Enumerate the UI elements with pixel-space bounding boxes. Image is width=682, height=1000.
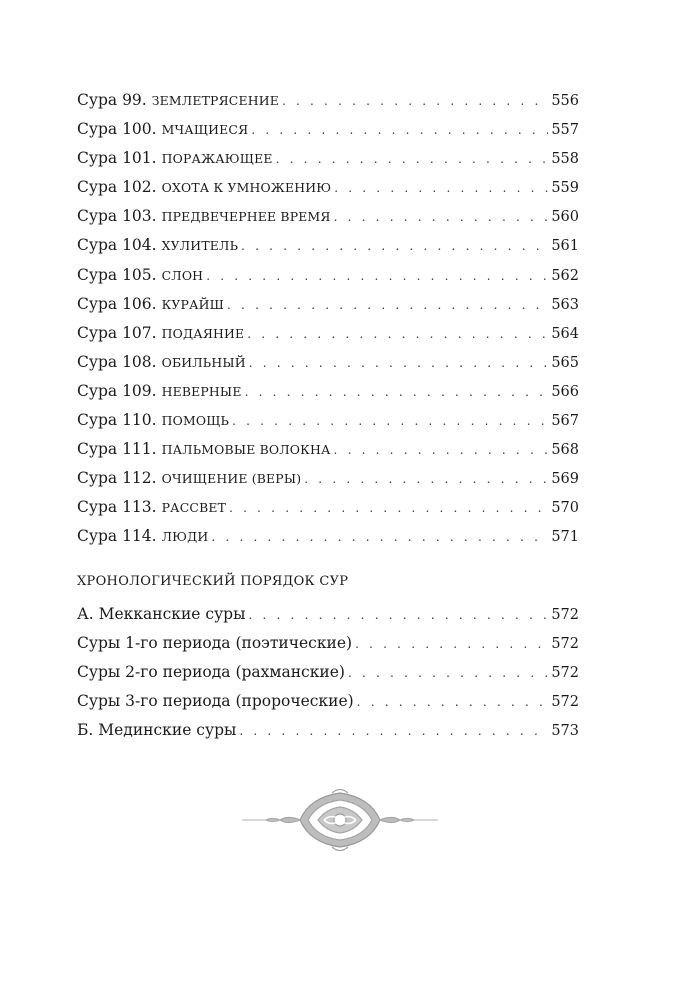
sura-label: Сура 103. <box>77 207 157 226</box>
chronology-label: Суры 3-го периода (пророческие) <box>77 691 354 710</box>
sura-title: ОЧИЩЕНИЕ (ВЕРЫ) <box>161 471 302 487</box>
sura-title: ОБИЛЬНЫЙ <box>161 354 246 370</box>
sura-label: Сура 100. <box>77 120 157 139</box>
sura-label: Сура 111. <box>77 440 157 459</box>
sura-entry[interactable] <box>77 115 579 144</box>
page-number: 566 <box>551 383 579 400</box>
sura-entry[interactable] <box>77 144 579 173</box>
dot-leader <box>334 174 548 203</box>
sura-title: РАССВЕТ <box>161 500 227 516</box>
page-number: 571 <box>551 529 579 546</box>
chronology-label: А. Мекканские суры <box>77 604 246 623</box>
dot-leader <box>304 465 548 494</box>
chronology-entry[interactable] <box>77 716 579 745</box>
page-number: 572 <box>551 693 579 710</box>
dot-leader <box>276 145 549 174</box>
sura-label: Сура 108. <box>77 352 157 371</box>
chronology-label: Суры 2-го периода (рахманские) <box>77 662 345 681</box>
sura-title: ПАЛЬМОВЫЕ ВОЛОКНА <box>161 442 331 458</box>
dot-leader <box>249 349 549 378</box>
sura-label: Сура 109. <box>77 381 157 400</box>
sura-entry[interactable] <box>77 86 579 115</box>
sura-title: ОХОТА К УМНОЖЕНИЮ <box>161 180 332 196</box>
dot-leader <box>282 87 548 116</box>
dot-leader <box>227 291 548 320</box>
dot-leader <box>334 203 549 232</box>
sura-label: Сура 110. <box>77 411 157 430</box>
sura-entry[interactable] <box>77 173 579 202</box>
page-number: 568 <box>551 442 579 459</box>
sura-label: Сура 99. <box>77 91 147 109</box>
table-of-contents <box>77 86 579 745</box>
sura-title: НЕВЕРНЫЕ <box>161 383 242 399</box>
page-number: 564 <box>551 325 579 342</box>
sura-title: ПРЕДВЕЧЕРНЕЕ ВРЕМЯ <box>161 209 331 225</box>
sura-label: Сура 104. <box>77 236 157 255</box>
sura-entry[interactable] <box>77 261 579 290</box>
sura-title: КУРАЙШ <box>161 296 225 312</box>
page-number: 572 <box>551 606 579 623</box>
sura-entry[interactable] <box>77 406 579 435</box>
dot-leader <box>206 262 548 291</box>
chronology-list <box>77 600 579 745</box>
sura-label: Сура 113. <box>77 498 157 517</box>
dot-leader <box>334 436 549 465</box>
sura-entry[interactable] <box>77 464 579 493</box>
page-number: 559 <box>551 180 579 197</box>
sura-entry[interactable] <box>77 377 579 406</box>
sura-entry[interactable] <box>77 319 579 348</box>
section-heading: ХРОНОЛОГИЧЕСКИЙ ПОРЯДОК СУР <box>77 573 349 589</box>
dot-leader <box>251 116 548 145</box>
page-number: 561 <box>551 238 579 255</box>
sura-label: Сура 102. <box>77 178 157 197</box>
chronology-entry[interactable] <box>77 629 579 658</box>
sura-label: Сура 107. <box>77 323 157 342</box>
sura-title: ПОМОЩЬ <box>161 413 230 429</box>
chronology-entry[interactable] <box>77 687 579 716</box>
sura-entry[interactable] <box>77 493 579 522</box>
page-number: 570 <box>551 500 579 517</box>
page-number: 569 <box>551 471 579 488</box>
sura-entry[interactable] <box>77 290 579 319</box>
page-number: 556 <box>551 93 579 109</box>
sura-title: ЛЮДИ <box>161 529 209 545</box>
chronology-entry[interactable] <box>77 658 579 687</box>
page-number: 565 <box>551 354 579 371</box>
dot-leader <box>211 523 548 552</box>
sura-title: ПОДАЯНИЕ <box>161 325 245 341</box>
page-number: 572 <box>551 635 579 652</box>
sura-list <box>77 86 579 552</box>
sura-entry[interactable] <box>77 202 579 231</box>
sura-title: ХУЛИТЕЛЬ <box>161 238 239 254</box>
sura-label: Сура 114. <box>77 527 157 546</box>
dot-leader <box>355 630 548 659</box>
page-number: 560 <box>551 209 579 226</box>
page-number: 572 <box>551 664 579 681</box>
sura-title: ЗЕМЛЕТРЯСЕНИЕ <box>151 93 279 108</box>
arabesque-ornament-icon <box>240 785 440 855</box>
dot-leader <box>241 232 548 261</box>
sura-entry[interactable] <box>77 522 579 551</box>
sura-label: Сура 105. <box>77 265 157 284</box>
sura-entry[interactable] <box>77 435 579 464</box>
chronology-label: Суры 1-го периода (поэтические) <box>77 633 353 652</box>
sura-title: ПОРАЖАЮЩЕЕ <box>161 151 273 167</box>
page-number: 573 <box>551 722 579 739</box>
page-number: 563 <box>551 296 579 313</box>
page-number: 557 <box>551 122 579 139</box>
dot-leader <box>245 378 549 407</box>
dot-leader <box>239 717 548 746</box>
chronology-entry[interactable] <box>77 600 579 629</box>
dot-leader <box>232 407 548 436</box>
sura-title: МЧАЩИЕСЯ <box>161 122 249 138</box>
chronology-label: Б. Мединские суры <box>77 720 237 739</box>
page-number: 562 <box>551 267 579 284</box>
dot-leader <box>357 688 549 717</box>
sura-entry[interactable] <box>77 348 579 377</box>
sura-title: СЛОН <box>161 267 204 283</box>
sura-entry[interactable] <box>77 231 579 260</box>
sura-label: Сура 112. <box>77 469 157 488</box>
dot-leader <box>247 320 548 349</box>
dot-leader <box>248 601 548 630</box>
page-number: 567 <box>551 413 579 430</box>
page-number: 558 <box>551 151 579 168</box>
sura-label: Сура 101. <box>77 149 157 168</box>
sura-label: Сура 106. <box>77 294 157 313</box>
dot-leader <box>229 494 548 523</box>
dot-leader <box>348 659 548 688</box>
